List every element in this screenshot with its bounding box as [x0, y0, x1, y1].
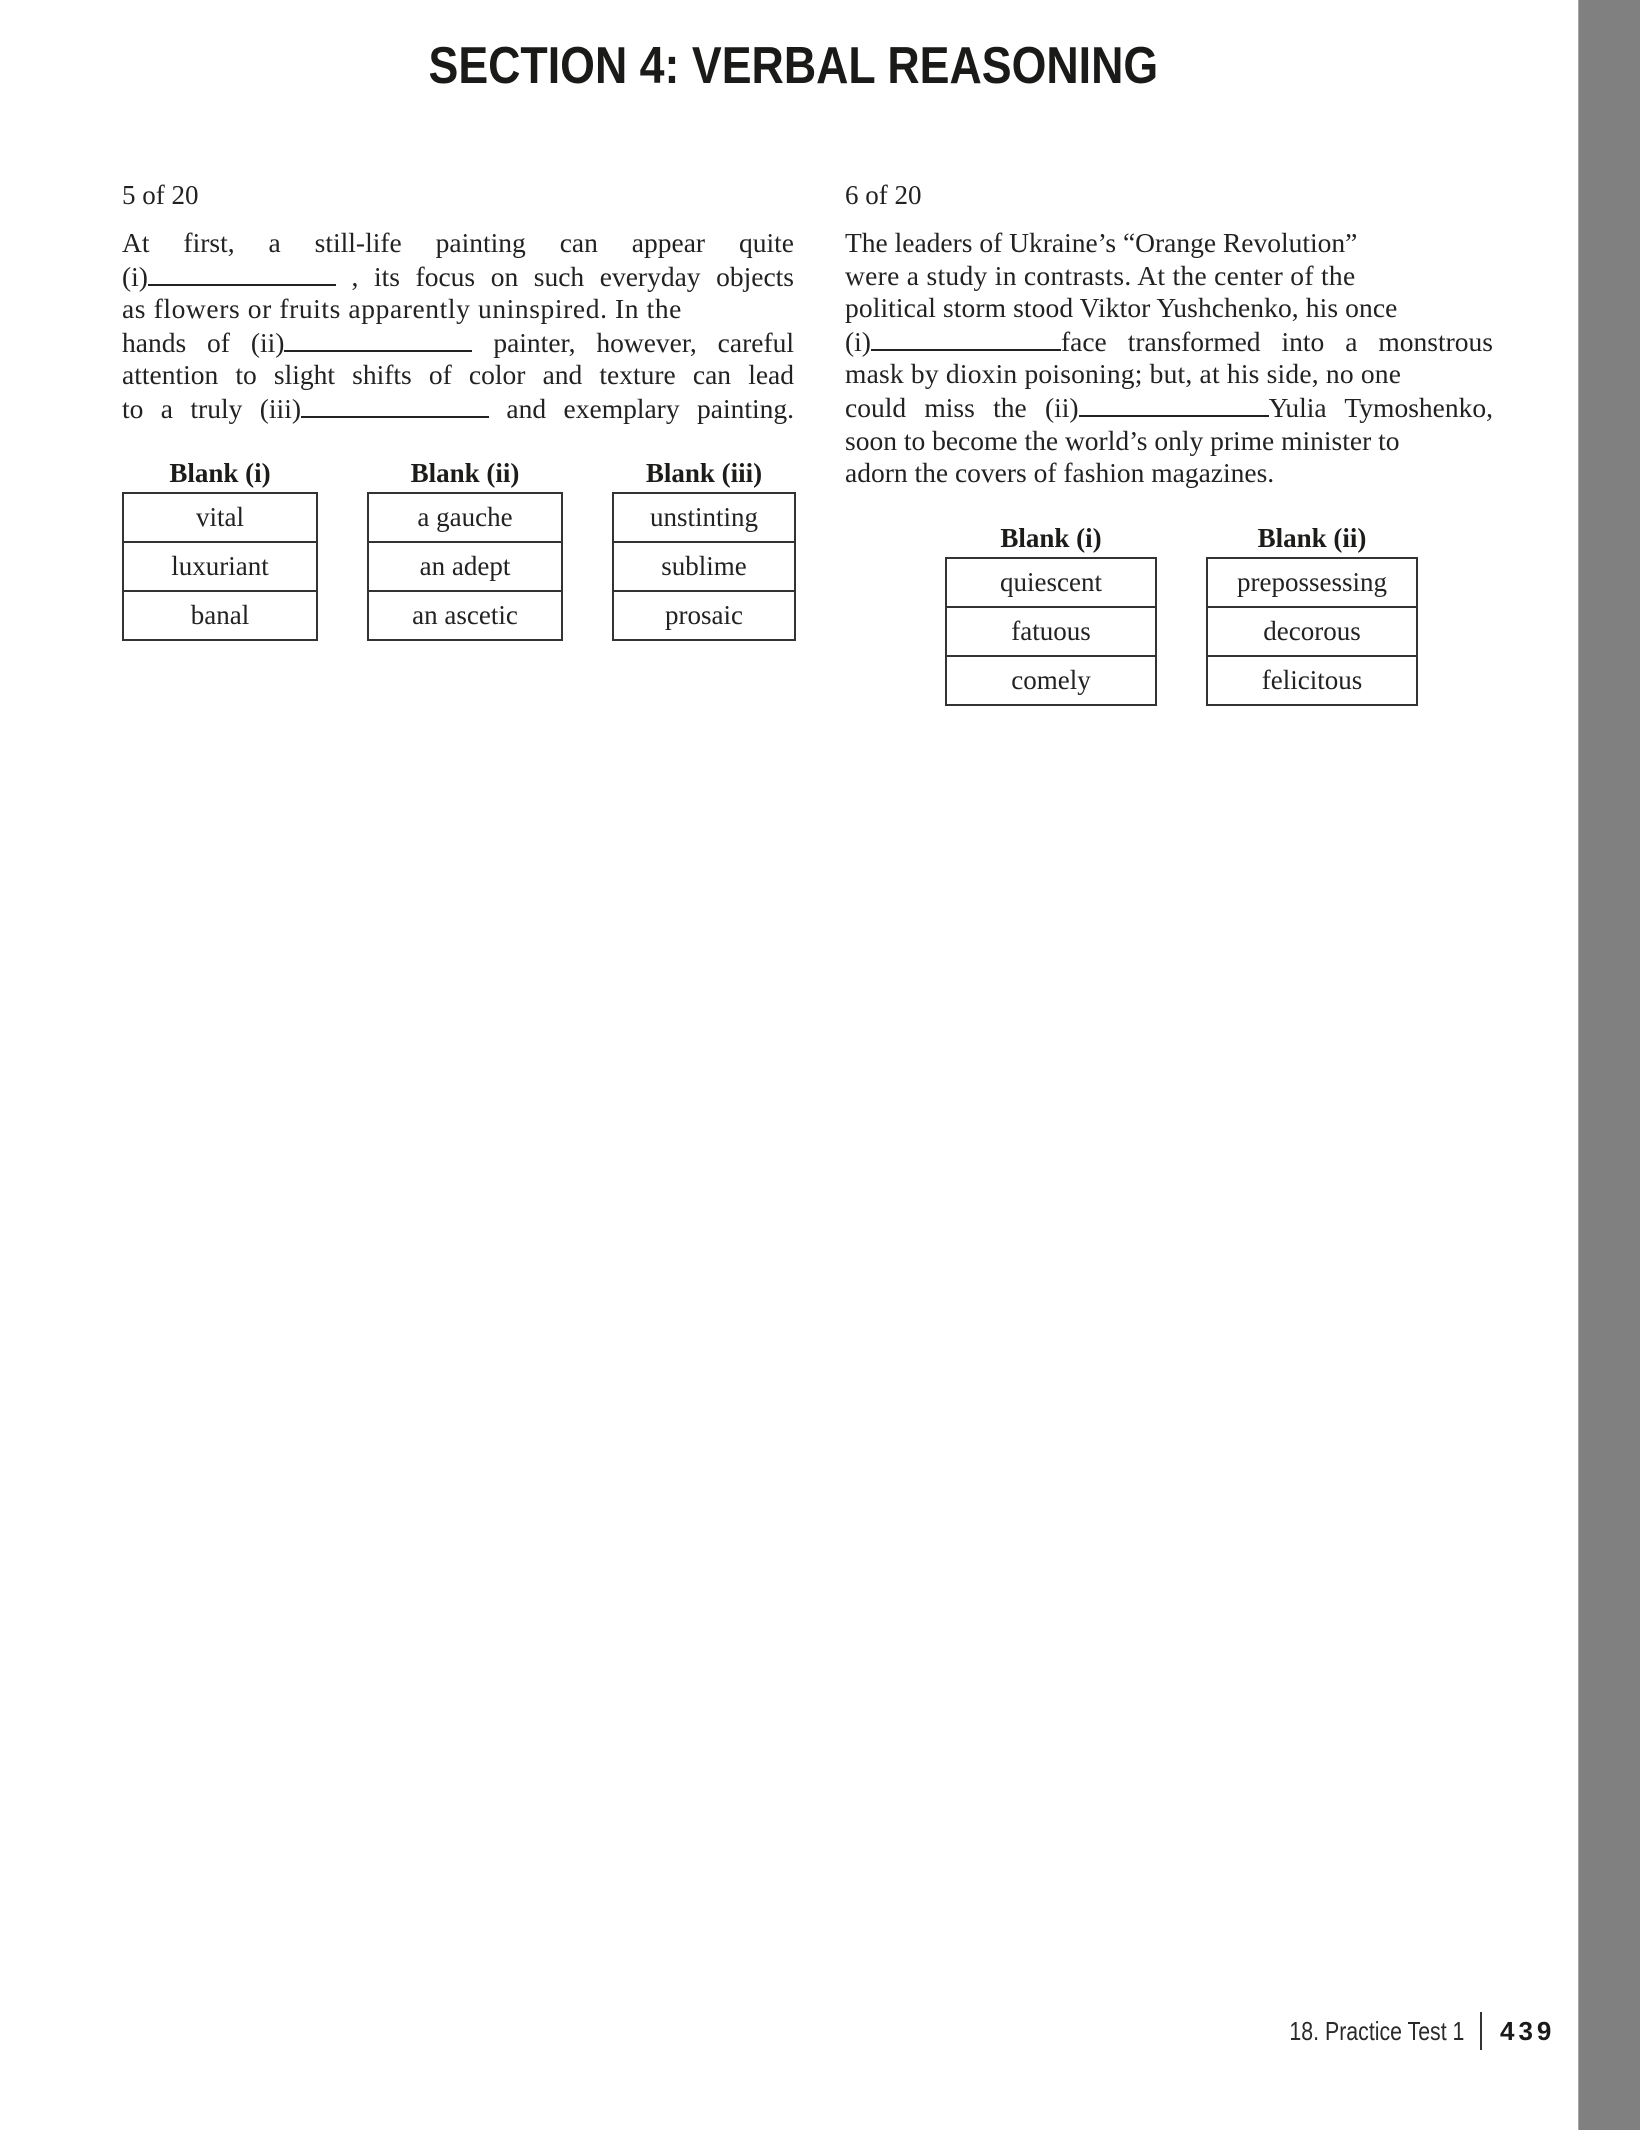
choice-header: Blank (i): [1000, 523, 1102, 553]
section-title: SECTION 4: VERBAL REASONING: [428, 37, 1159, 95]
q5-blank-i-choices: [122, 458, 318, 641]
passage-line: [122, 326, 794, 360]
blank-label: hands of (ii): [122, 326, 285, 358]
choice-header: Blank (i): [169, 458, 271, 488]
passage-line: [845, 325, 1493, 359]
choice-header: Blank (ii): [410, 458, 520, 488]
choice-header: Blank (ii): [1257, 523, 1367, 553]
page-number: 439: [1500, 2016, 1556, 2046]
q6-blank-i-choices: [945, 523, 1157, 706]
blank-i-line: [148, 260, 336, 286]
passage-line: soon to become the world’s only prime minister to: [845, 424, 1400, 456]
choice-box: [945, 557, 1157, 706]
answer-choice[interactable]: luxuriant: [124, 541, 316, 590]
answer-choice[interactable]: decorous: [1208, 606, 1416, 655]
passage-line: adorn the covers of fashion magazines.: [845, 457, 1275, 489]
choice-box: [1206, 557, 1418, 706]
question-6-passage: [845, 227, 1493, 490]
passage-line: political storm stood Viktor Yushchenko, his once: [845, 292, 1398, 324]
passage-line: were a study in contrasts. At the center of the: [845, 259, 1356, 291]
question-5-number: 5 of 20: [122, 180, 199, 210]
passage-text: Yulia Tymoshenko,: [1268, 391, 1493, 423]
passage-line: as flowers or fruits apparently uninspired. In the: [122, 293, 682, 325]
chapter-label: 18. Practice Test 1: [1288, 2016, 1464, 2046]
side-tab-bar: [1578, 0, 1640, 2130]
passage-line: attention to slight shifts of color and texture can lead: [122, 359, 794, 391]
answer-choice[interactable]: a gauche: [417, 502, 513, 532]
footer-divider: [1480, 2012, 1482, 2050]
answer-choice[interactable]: vital: [196, 502, 244, 532]
passage-line: At first, a still-life painting can appear quite: [122, 227, 794, 258]
choice-box: [612, 492, 796, 641]
answer-choice[interactable]: quiescent: [1000, 567, 1102, 597]
passage-line: [845, 391, 1493, 425]
blank-iii-line: [301, 392, 489, 418]
blank-i-line: [871, 325, 1061, 351]
passage-line: mask by dioxin poisoning; but, at his side, no one: [845, 358, 1402, 390]
passage-line: The leaders of Ukraine’s “Orange Revolution”: [845, 227, 1358, 258]
answer-choice[interactable]: an adept: [369, 541, 561, 590]
passage-line: [122, 260, 794, 294]
blank-label: (i): [845, 325, 871, 357]
choice-box: [367, 492, 563, 641]
blank-label: (i): [122, 260, 148, 292]
passage-text: , its focus on such everyday objects: [351, 260, 794, 292]
answer-choice[interactable]: prosaic: [614, 590, 794, 639]
blank-ii-line: [1079, 391, 1269, 417]
passage-line: [122, 392, 794, 426]
answer-choice[interactable]: unstinting: [649, 502, 758, 532]
answer-choice[interactable]: banal: [124, 590, 316, 639]
q5-blank-iii-choices: [612, 458, 796, 641]
page-footer: [1200, 2012, 1556, 2054]
question-5-passage: [122, 227, 794, 426]
answer-choice[interactable]: felicitous: [1208, 655, 1416, 704]
answer-choice[interactable]: sublime: [614, 541, 794, 590]
passage-text: face transformed into a monstrous: [1060, 325, 1493, 357]
question-6-number: 6 of 20: [845, 180, 922, 210]
blank-label: could miss the (ii): [845, 391, 1079, 423]
blank-ii-line: [284, 326, 472, 352]
choice-header: Blank (iii): [645, 458, 763, 488]
answer-choice[interactable]: prepossessing: [1237, 567, 1387, 597]
passage-text: painter, however, careful: [493, 326, 794, 358]
q6-blank-ii-choices: [1206, 523, 1418, 706]
answer-choice[interactable]: comely: [947, 655, 1155, 704]
passage-text: and exemplary painting.: [506, 392, 795, 424]
answer-choice[interactable]: fatuous: [947, 606, 1155, 655]
choice-box: [122, 492, 318, 641]
answer-choice[interactable]: an ascetic: [369, 590, 561, 639]
blank-label: to a truly (iii): [122, 392, 301, 424]
q5-blank-ii-choices: [367, 458, 563, 641]
